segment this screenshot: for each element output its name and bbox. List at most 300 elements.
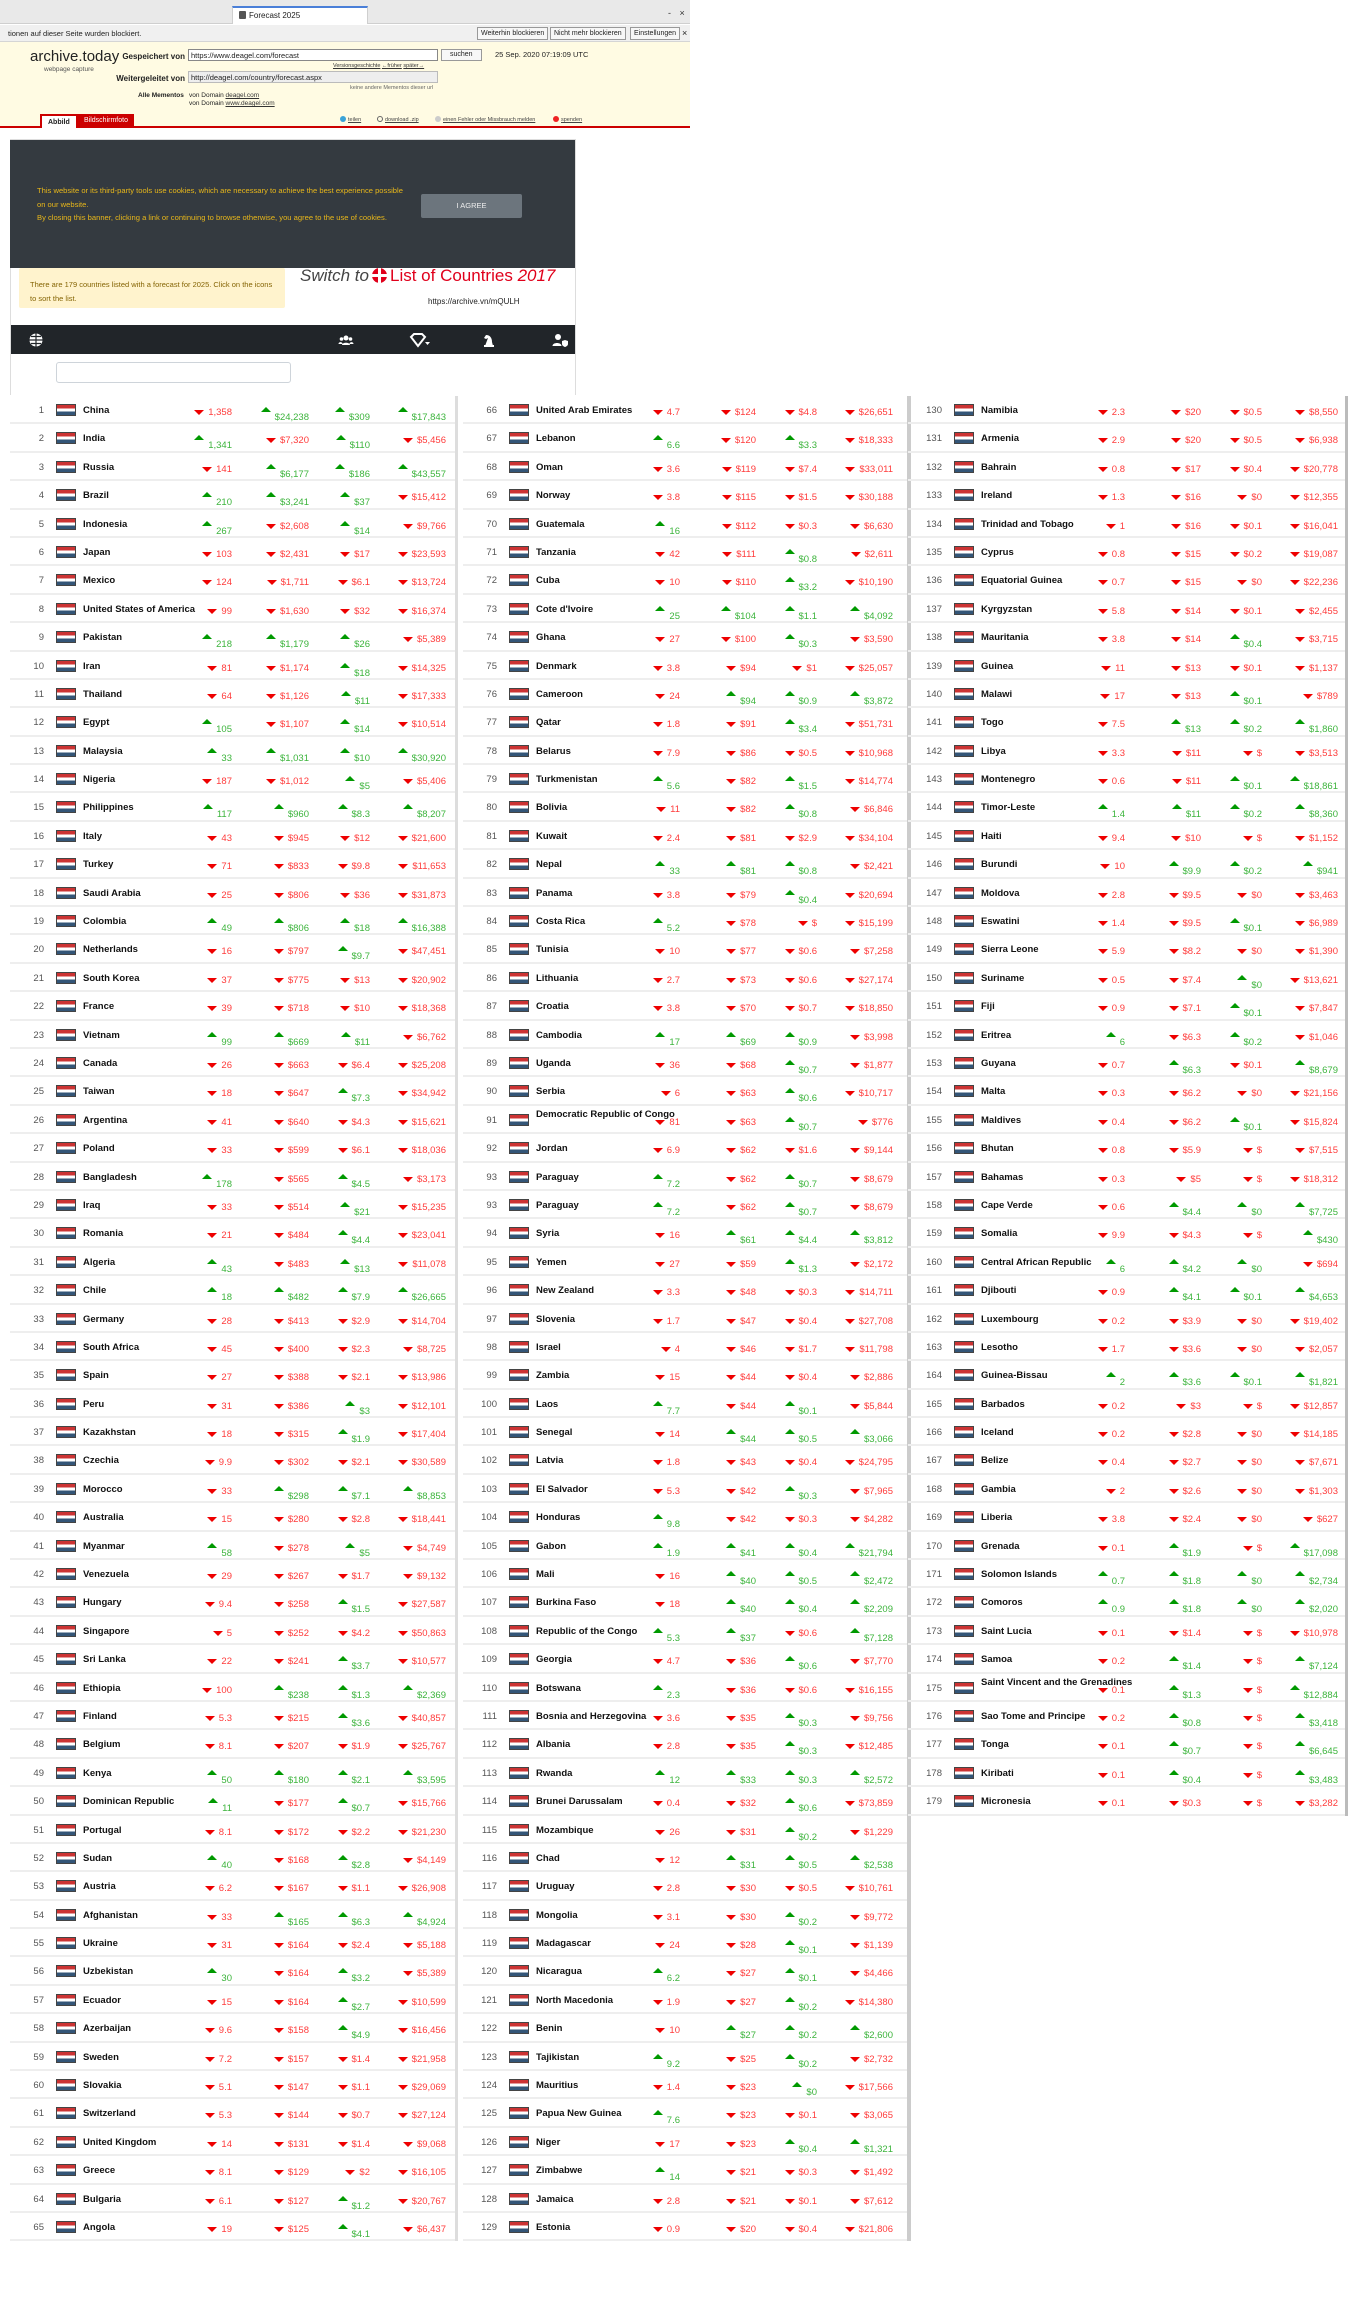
country-name[interactable]: Nepal bbox=[536, 859, 562, 871]
table-row[interactable] bbox=[908, 1305, 1345, 1333]
country-name[interactable]: Thailand bbox=[83, 688, 123, 700]
table-row[interactable] bbox=[908, 793, 1345, 821]
report-link[interactable]: einen Fehler oder Missbrauch melden bbox=[443, 117, 536, 123]
later-link[interactable]: später→ bbox=[403, 63, 425, 69]
country-name[interactable]: Serbia bbox=[536, 1086, 566, 1098]
country-name[interactable]: Armenia bbox=[981, 433, 1020, 445]
table-row[interactable] bbox=[908, 652, 1345, 680]
country-name[interactable]: Slovakia bbox=[83, 2080, 122, 2092]
table-row[interactable] bbox=[463, 737, 907, 765]
table-row[interactable] bbox=[10, 1248, 455, 1276]
country-name[interactable]: Guyana bbox=[981, 1057, 1016, 1069]
table-row[interactable] bbox=[10, 1446, 455, 1474]
country-name[interactable]: Gambia bbox=[981, 1483, 1016, 1495]
country-name[interactable]: Paraguay bbox=[536, 1199, 579, 1211]
country-name[interactable]: Nigeria bbox=[83, 774, 116, 786]
table-row[interactable] bbox=[10, 1361, 455, 1389]
country-name[interactable]: Mexico bbox=[83, 575, 116, 587]
table-row[interactable] bbox=[10, 680, 455, 708]
table-row[interactable] bbox=[908, 453, 1345, 481]
country-name[interactable]: Belize bbox=[981, 1455, 1009, 1467]
country-name[interactable]: Mongolia bbox=[536, 1909, 578, 1921]
country-name[interactable]: Jamaica bbox=[536, 2193, 574, 2205]
country-name[interactable]: Rwanda bbox=[536, 1767, 573, 1779]
table-row[interactable] bbox=[908, 1674, 1345, 1702]
table-row[interactable] bbox=[463, 595, 907, 623]
diamond-dropdown-icon[interactable] bbox=[409, 332, 431, 348]
country-name[interactable]: Turkmenistan bbox=[536, 774, 598, 786]
table-row[interactable] bbox=[10, 879, 455, 907]
table-row[interactable] bbox=[908, 1588, 1345, 1616]
country-name[interactable]: Afghanistan bbox=[83, 1909, 138, 1921]
country-name[interactable]: Kenya bbox=[83, 1767, 112, 1779]
country-name[interactable]: Eswatini bbox=[981, 916, 1020, 928]
table-row[interactable] bbox=[463, 1305, 907, 1333]
country-name[interactable]: Morocco bbox=[83, 1483, 123, 1495]
country-name[interactable]: Sierra Leone bbox=[981, 944, 1039, 956]
domain-link[interactable]: www.deagel.com bbox=[225, 100, 275, 107]
country-name[interactable]: Italy bbox=[83, 830, 103, 842]
table-row[interactable] bbox=[463, 1361, 907, 1389]
country-name[interactable]: Bangladesh bbox=[83, 1171, 137, 1183]
table-row[interactable] bbox=[908, 595, 1345, 623]
country-name[interactable]: Honduras bbox=[536, 1512, 581, 1524]
table-row[interactable] bbox=[908, 1418, 1345, 1446]
country-name[interactable]: Uganda bbox=[536, 1057, 571, 1069]
table-row[interactable] bbox=[10, 1560, 455, 1588]
table-row[interactable] bbox=[463, 1730, 907, 1758]
donate-link[interactable]: spenden bbox=[561, 117, 583, 123]
table-row[interactable] bbox=[463, 708, 907, 736]
table-row[interactable] bbox=[10, 2043, 455, 2071]
version-history-link[interactable]: Versionsgeschichte bbox=[333, 63, 381, 69]
country-name[interactable]: Philippines bbox=[83, 802, 134, 814]
country-name[interactable]: Malaysia bbox=[83, 745, 123, 757]
download-zip-link[interactable]: download .zip bbox=[385, 117, 419, 123]
country-name[interactable]: Comoros bbox=[981, 1597, 1023, 1609]
country-name[interactable]: Bolivia bbox=[536, 802, 568, 814]
table-row[interactable] bbox=[463, 1560, 907, 1588]
country-name[interactable]: Romania bbox=[83, 1228, 124, 1240]
country-name[interactable]: Qatar bbox=[536, 717, 561, 729]
country-name[interactable]: Ghana bbox=[536, 632, 566, 644]
table-row[interactable] bbox=[463, 1333, 907, 1361]
country-name[interactable]: Senegal bbox=[536, 1427, 573, 1439]
table-row[interactable] bbox=[10, 510, 455, 538]
country-name[interactable]: Canada bbox=[83, 1057, 118, 1069]
table-row[interactable] bbox=[908, 1475, 1345, 1503]
table-row[interactable] bbox=[463, 1588, 907, 1616]
country-name[interactable]: Norway bbox=[536, 490, 571, 502]
table-row[interactable] bbox=[10, 737, 455, 765]
table-row[interactable] bbox=[10, 1021, 455, 1049]
table-row[interactable] bbox=[463, 1929, 907, 1957]
table-row[interactable] bbox=[908, 396, 1345, 424]
country-name[interactable]: Montenegro bbox=[981, 774, 1036, 786]
table-row[interactable] bbox=[908, 1446, 1345, 1474]
country-name[interactable]: Zimbabwe bbox=[536, 2165, 583, 2177]
country-name[interactable]: Namibia bbox=[981, 405, 1018, 416]
country-name[interactable]: Ukraine bbox=[83, 1938, 118, 1950]
table-row[interactable] bbox=[10, 2014, 455, 2042]
country-name[interactable]: Pakistan bbox=[83, 632, 123, 644]
country-name[interactable]: Lebanon bbox=[536, 433, 576, 445]
table-row[interactable] bbox=[10, 1191, 455, 1219]
country-name[interactable]: Colombia bbox=[83, 916, 127, 928]
table-row[interactable] bbox=[10, 1134, 455, 1162]
country-name[interactable]: Myanmar bbox=[83, 1540, 125, 1552]
country-name[interactable]: United States of America bbox=[83, 603, 196, 615]
country-name[interactable]: Argentina bbox=[83, 1114, 128, 1126]
country-name[interactable]: Estonia bbox=[536, 2222, 571, 2233]
table-row[interactable] bbox=[10, 1503, 455, 1531]
table-row[interactable] bbox=[463, 1872, 907, 1900]
country-name[interactable]: Samoa bbox=[981, 1654, 1013, 1666]
table-row[interactable] bbox=[10, 1702, 455, 1730]
country-name[interactable]: Luxembourg bbox=[981, 1313, 1039, 1325]
country-name[interactable]: Bahamas bbox=[981, 1171, 1024, 1183]
domain-link[interactable]: deagel.com bbox=[225, 92, 260, 99]
country-name[interactable]: Zambia bbox=[536, 1370, 570, 1382]
table-row[interactable] bbox=[463, 1986, 907, 2014]
country-name[interactable]: Solomon Islands bbox=[981, 1569, 1058, 1581]
country-name[interactable]: Haiti bbox=[981, 830, 1002, 842]
country-name[interactable]: El Salvador bbox=[536, 1483, 588, 1495]
table-row[interactable] bbox=[463, 2099, 907, 2127]
country-name[interactable]: United Kingdom bbox=[83, 2136, 157, 2148]
country-name[interactable]: Djibouti bbox=[981, 1285, 1017, 1297]
country-name[interactable]: Cyprus bbox=[981, 546, 1014, 558]
country-name[interactable]: Indonesia bbox=[83, 518, 128, 530]
country-name[interactable]: Ecuador bbox=[83, 1994, 122, 2006]
table-row[interactable] bbox=[463, 2185, 907, 2213]
country-name[interactable]: Togo bbox=[981, 717, 1004, 729]
country-name[interactable]: New Zealand bbox=[536, 1285, 595, 1297]
table-row[interactable] bbox=[10, 595, 455, 623]
country-name[interactable]: Sudan bbox=[83, 1852, 113, 1864]
country-name[interactable]: Bahrain bbox=[981, 461, 1017, 473]
table-row[interactable] bbox=[908, 1134, 1345, 1162]
table-row[interactable] bbox=[10, 1901, 455, 1929]
country-name[interactable]: Burkina Faso bbox=[536, 1597, 597, 1609]
table-row[interactable] bbox=[10, 481, 455, 509]
table-row[interactable] bbox=[463, 1418, 907, 1446]
table-row[interactable] bbox=[463, 1645, 907, 1673]
table-row[interactable] bbox=[463, 850, 907, 878]
table-row[interactable] bbox=[10, 935, 455, 963]
table-row[interactable] bbox=[908, 907, 1345, 935]
country-search-input[interactable] bbox=[56, 362, 291, 383]
table-row[interactable] bbox=[908, 1730, 1345, 1758]
table-row[interactable] bbox=[463, 765, 907, 793]
table-row[interactable] bbox=[908, 1191, 1345, 1219]
table-row[interactable] bbox=[463, 2156, 907, 2184]
country-name[interactable]: Lithuania bbox=[536, 972, 579, 984]
table-row[interactable] bbox=[463, 1049, 907, 1077]
country-name[interactable]: Spain bbox=[83, 1370, 109, 1382]
table-row[interactable] bbox=[10, 2185, 455, 2213]
country-name[interactable]: Israel bbox=[536, 1341, 561, 1353]
saved-url-input[interactable]: https://www.deagel.com/forecast bbox=[188, 49, 438, 61]
table-row[interactable] bbox=[10, 623, 455, 651]
table-row[interactable] bbox=[463, 1134, 907, 1162]
table-row[interactable] bbox=[908, 765, 1345, 793]
table-row[interactable] bbox=[10, 1730, 455, 1758]
country-name[interactable]: Liberia bbox=[981, 1512, 1013, 1524]
table-row[interactable] bbox=[10, 1475, 455, 1503]
table-row[interactable] bbox=[10, 964, 455, 992]
table-row[interactable] bbox=[463, 680, 907, 708]
table-row[interactable] bbox=[10, 1816, 455, 1844]
country-name[interactable]: Oman bbox=[536, 461, 563, 473]
table-row[interactable] bbox=[463, 2213, 907, 2241]
table-row[interactable] bbox=[463, 1475, 907, 1503]
table-row[interactable] bbox=[908, 1077, 1345, 1105]
country-name[interactable]: Cameroon bbox=[536, 688, 583, 700]
table-row[interactable] bbox=[463, 1816, 907, 1844]
table-row[interactable] bbox=[463, 1191, 907, 1219]
table-row[interactable] bbox=[908, 1049, 1345, 1077]
table-row[interactable] bbox=[463, 2014, 907, 2042]
country-name[interactable]: Chile bbox=[83, 1285, 107, 1297]
country-name[interactable]: Gabon bbox=[536, 1540, 567, 1552]
table-row[interactable] bbox=[463, 1787, 907, 1815]
country-name[interactable]: North Macedonia bbox=[536, 1994, 614, 2006]
table-row[interactable] bbox=[10, 2128, 455, 2156]
country-name[interactable]: Malta bbox=[981, 1086, 1006, 1098]
country-name[interactable]: South Africa bbox=[83, 1341, 140, 1353]
country-name[interactable]: Equatorial Guinea bbox=[981, 575, 1063, 587]
table-row[interactable] bbox=[463, 1702, 907, 1730]
table-row[interactable] bbox=[463, 1248, 907, 1276]
country-name[interactable]: Moldova bbox=[981, 887, 1020, 899]
table-row[interactable] bbox=[10, 850, 455, 878]
table-row[interactable] bbox=[463, 1503, 907, 1531]
table-row[interactable] bbox=[463, 566, 907, 594]
table-row[interactable] bbox=[908, 538, 1345, 566]
country-name[interactable]: Croatia bbox=[536, 1001, 569, 1013]
country-name[interactable]: Paraguay bbox=[536, 1171, 579, 1183]
unblock-button[interactable]: Nicht mehr blockieren bbox=[550, 27, 626, 40]
table-row[interactable] bbox=[463, 1390, 907, 1418]
table-row[interactable] bbox=[908, 1503, 1345, 1531]
country-name[interactable]: Angola bbox=[83, 2222, 116, 2233]
table-row[interactable] bbox=[10, 2099, 455, 2127]
country-name[interactable]: Botswana bbox=[536, 1682, 581, 1694]
country-name[interactable]: Uruguay bbox=[536, 1881, 575, 1893]
table-row[interactable] bbox=[463, 1759, 907, 1787]
country-name[interactable]: Barbados bbox=[981, 1398, 1025, 1410]
table-row[interactable] bbox=[10, 1305, 455, 1333]
table-row[interactable] bbox=[463, 964, 907, 992]
table-row[interactable] bbox=[908, 510, 1345, 538]
country-name[interactable]: Peru bbox=[83, 1398, 105, 1410]
country-name[interactable]: Malawi bbox=[981, 688, 1013, 700]
earlier-link[interactable]: ←früher bbox=[381, 63, 402, 69]
country-name[interactable]: Jordan bbox=[536, 1143, 568, 1155]
table-row[interactable] bbox=[463, 424, 907, 452]
country-name[interactable]: Saint Lucia bbox=[981, 1625, 1032, 1637]
table-row[interactable] bbox=[10, 765, 455, 793]
table-row[interactable] bbox=[463, 481, 907, 509]
country-name[interactable]: Lesotho bbox=[981, 1341, 1018, 1353]
table-row[interactable] bbox=[908, 1645, 1345, 1673]
country-name[interactable]: Tonga bbox=[981, 1739, 1009, 1751]
country-name[interactable]: Nicaragua bbox=[536, 1966, 582, 1978]
table-row[interactable] bbox=[908, 850, 1345, 878]
table-row[interactable] bbox=[10, 907, 455, 935]
table-row[interactable] bbox=[10, 1418, 455, 1446]
archive-logo[interactable]: archive.today bbox=[30, 48, 120, 65]
country-name[interactable]: Dominican Republic bbox=[83, 1796, 175, 1808]
country-name[interactable]: Algeria bbox=[83, 1256, 116, 1268]
user-shield-icon[interactable] bbox=[552, 332, 568, 348]
table-row[interactable] bbox=[463, 2043, 907, 2071]
table-row[interactable] bbox=[463, 2128, 907, 2156]
table-row[interactable] bbox=[908, 1617, 1345, 1645]
country-name[interactable]: Guatemala bbox=[536, 518, 585, 530]
country-name[interactable]: Bosnia and Herzegovina bbox=[536, 1710, 647, 1722]
country-name[interactable]: Eritrea bbox=[981, 1029, 1012, 1041]
country-name[interactable]: Mauritius bbox=[536, 2080, 579, 2092]
country-name[interactable]: Switzerland bbox=[83, 2108, 136, 2120]
country-name[interactable]: Burundi bbox=[981, 859, 1018, 871]
country-name[interactable]: Russia bbox=[83, 461, 115, 473]
country-name[interactable]: Ethiopia bbox=[83, 1682, 121, 1694]
table-row[interactable] bbox=[10, 566, 455, 594]
table-row[interactable] bbox=[463, 538, 907, 566]
country-name[interactable]: Uzbekistan bbox=[83, 1966, 134, 1978]
country-name[interactable]: Guinea bbox=[981, 660, 1014, 672]
country-name[interactable]: Albania bbox=[536, 1739, 571, 1751]
country-name[interactable]: Madagascar bbox=[536, 1938, 591, 1950]
table-row[interactable] bbox=[908, 1702, 1345, 1730]
table-row[interactable] bbox=[463, 2071, 907, 2099]
table-row[interactable] bbox=[10, 1645, 455, 1673]
table-row[interactable] bbox=[10, 992, 455, 1020]
country-name[interactable]: China bbox=[83, 405, 110, 416]
country-name[interactable]: Kiribati bbox=[981, 1767, 1014, 1779]
table-row[interactable] bbox=[463, 1446, 907, 1474]
table-row[interactable] bbox=[10, 1390, 455, 1418]
table-row[interactable] bbox=[10, 1106, 455, 1134]
share-link[interactable]: teilen bbox=[348, 117, 362, 123]
country-name[interactable]: Guinea-Bissau bbox=[981, 1370, 1048, 1382]
table-row[interactable] bbox=[10, 1674, 455, 1702]
table-row[interactable] bbox=[10, 424, 455, 452]
country-name[interactable]: Panama bbox=[536, 887, 573, 899]
table-row[interactable] bbox=[10, 1163, 455, 1191]
table-row[interactable] bbox=[463, 907, 907, 935]
browser-tab[interactable] bbox=[232, 6, 368, 24]
country-name[interactable]: Singapore bbox=[83, 1625, 130, 1637]
country-name[interactable]: Laos bbox=[536, 1398, 559, 1410]
table-row[interactable] bbox=[10, 1077, 455, 1105]
table-row[interactable] bbox=[10, 1276, 455, 1304]
table-row[interactable] bbox=[10, 1844, 455, 1872]
country-name[interactable]: United Arab Emirates bbox=[536, 405, 633, 416]
table-row[interactable] bbox=[10, 1049, 455, 1077]
country-name[interactable]: Venezuela bbox=[83, 1569, 129, 1581]
country-name[interactable]: Kyrgyzstan bbox=[981, 603, 1033, 615]
table-row[interactable] bbox=[908, 1390, 1345, 1418]
country-name[interactable]: Egypt bbox=[83, 717, 110, 729]
table-row[interactable] bbox=[463, 1219, 907, 1247]
country-name[interactable]: Micronesia bbox=[981, 1796, 1031, 1808]
table-row[interactable] bbox=[10, 1333, 455, 1361]
table-row[interactable] bbox=[10, 2213, 455, 2241]
table-row[interactable] bbox=[10, 1872, 455, 1900]
table-row[interactable] bbox=[10, 1532, 455, 1560]
table-row[interactable] bbox=[908, 1361, 1345, 1389]
country-name[interactable]: Denmark bbox=[536, 660, 577, 672]
agree-button[interactable]: I AGREE bbox=[421, 194, 522, 218]
window-controls[interactable]: - × bbox=[668, 8, 688, 18]
table-row[interactable] bbox=[908, 935, 1345, 963]
country-name[interactable]: Tajikistan bbox=[536, 2051, 580, 2063]
country-name[interactable]: Sao Tome and Principe bbox=[981, 1710, 1086, 1722]
country-name[interactable]: France bbox=[83, 1001, 115, 1013]
table-row[interactable] bbox=[463, 793, 907, 821]
country-name[interactable]: Georgia bbox=[536, 1654, 572, 1666]
table-row[interactable] bbox=[10, 2156, 455, 2184]
country-name[interactable]: Mali bbox=[536, 1569, 555, 1581]
country-name[interactable]: Saudi Arabia bbox=[83, 887, 141, 899]
country-name[interactable]: Cuba bbox=[536, 575, 560, 587]
table-row[interactable] bbox=[463, 992, 907, 1020]
country-name[interactable]: Finland bbox=[83, 1710, 117, 1722]
table-row[interactable] bbox=[908, 481, 1345, 509]
table-row[interactable] bbox=[10, 396, 455, 424]
table-row[interactable] bbox=[908, 1106, 1345, 1134]
table-row[interactable] bbox=[908, 1021, 1345, 1049]
table-row[interactable] bbox=[908, 680, 1345, 708]
country-name[interactable]: Japan bbox=[83, 546, 111, 558]
table-row[interactable] bbox=[908, 1248, 1345, 1276]
country-name[interactable]: Yemen bbox=[536, 1256, 567, 1268]
table-row[interactable] bbox=[908, 623, 1345, 651]
country-name[interactable]: Germany bbox=[83, 1313, 125, 1325]
table-row[interactable] bbox=[908, 566, 1345, 594]
table-row[interactable] bbox=[463, 1957, 907, 1985]
country-name[interactable]: Timor-Leste bbox=[981, 802, 1036, 814]
table-row[interactable] bbox=[10, 1588, 455, 1616]
country-name[interactable]: Bhutan bbox=[981, 1143, 1014, 1155]
table-row[interactable] bbox=[908, 992, 1345, 1020]
table-row[interactable] bbox=[463, 1163, 907, 1191]
country-name[interactable]: Trinidad and Tobago bbox=[981, 518, 1074, 530]
country-name[interactable]: Cambodia bbox=[536, 1029, 582, 1041]
country-name[interactable]: Australia bbox=[83, 1512, 124, 1524]
country-name[interactable]: Netherlands bbox=[83, 944, 138, 956]
country-name[interactable]: Iraq bbox=[83, 1199, 101, 1211]
table-row[interactable] bbox=[463, 935, 907, 963]
table-row[interactable] bbox=[908, 1219, 1345, 1247]
country-name[interactable]: Cote d'Ivoire bbox=[536, 603, 594, 615]
country-name[interactable]: Austria bbox=[83, 1881, 116, 1893]
country-name[interactable]: Portugal bbox=[83, 1824, 122, 1836]
table-row[interactable] bbox=[10, 538, 455, 566]
table-row[interactable] bbox=[908, 822, 1345, 850]
table-row[interactable] bbox=[10, 1617, 455, 1645]
table-row[interactable] bbox=[908, 424, 1345, 452]
country-name[interactable]: Democratic Republic of Congo bbox=[536, 1108, 675, 1120]
country-name[interactable]: Costa Rica bbox=[536, 916, 586, 928]
country-name[interactable]: Papua New Guinea bbox=[536, 2108, 622, 2120]
table-row[interactable] bbox=[10, 793, 455, 821]
table-row[interactable] bbox=[463, 652, 907, 680]
country-name[interactable]: Iceland bbox=[981, 1427, 1014, 1439]
